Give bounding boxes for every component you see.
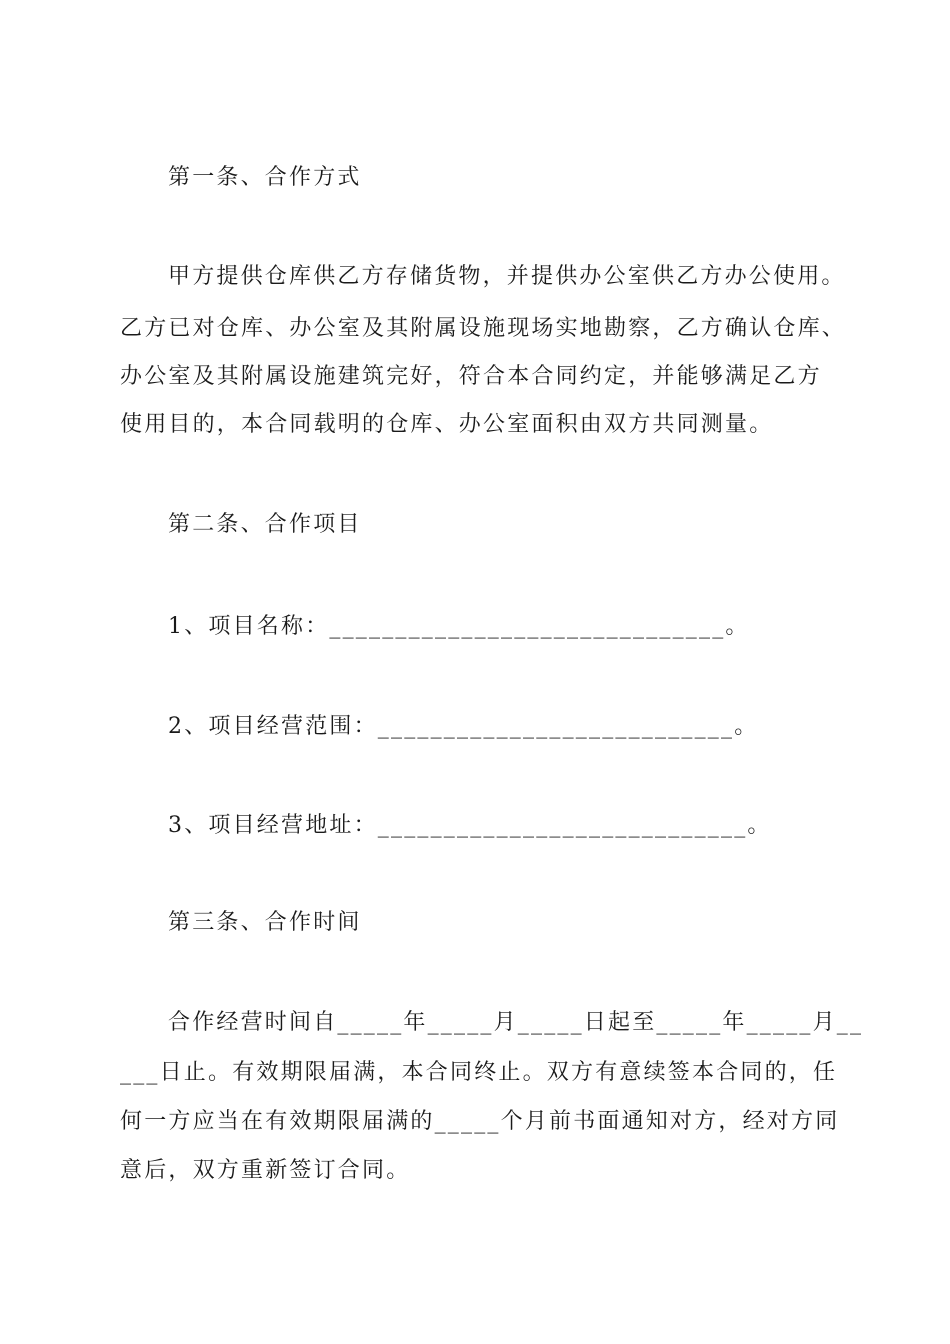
- article-3-paragraph-line: 何一方应当在有效期限届满的_____个月前书面通知对方，经对方同: [120, 1109, 840, 1134]
- article-3-paragraph-line: 合作经营时间自_____年_____月_____日起至_____年_____月__: [168, 1010, 864, 1035]
- project-scope-item: 2、项目经营范围：___________________________。: [168, 714, 759, 739]
- article-3-heading: 第三条、合作时间: [168, 910, 362, 935]
- article-1-paragraph-line: 甲方提供仓库供乙方存储货物，并提供办公室供乙方办公使用。: [168, 264, 846, 289]
- project-address-item: 3、项目经营地址：____________________________。: [168, 813, 772, 838]
- article-1-paragraph-line: 乙方已对仓库、办公室及其附属设施现场实地勘察，乙方确认仓库、: [120, 316, 847, 341]
- article-1-heading: 第一条、合作方式: [168, 165, 362, 190]
- article-1-paragraph-line: 使用目的，本合同载明的仓库、办公室面积由双方共同测量。: [120, 412, 774, 437]
- article-2-heading: 第二条、合作项目: [168, 512, 362, 537]
- article-3-paragraph-line: ___日止。有效期限届满，本合同终止。双方有意续签本合同的，任: [120, 1060, 838, 1085]
- article-3-paragraph-line: 意后，双方重新签订合同。: [120, 1158, 411, 1183]
- project-name-item: 1、项目名称：______________________________。: [168, 614, 750, 639]
- article-1-paragraph-line: 办公室及其附属设施建筑完好，符合本合同约定，并能够满足乙方: [120, 364, 822, 389]
